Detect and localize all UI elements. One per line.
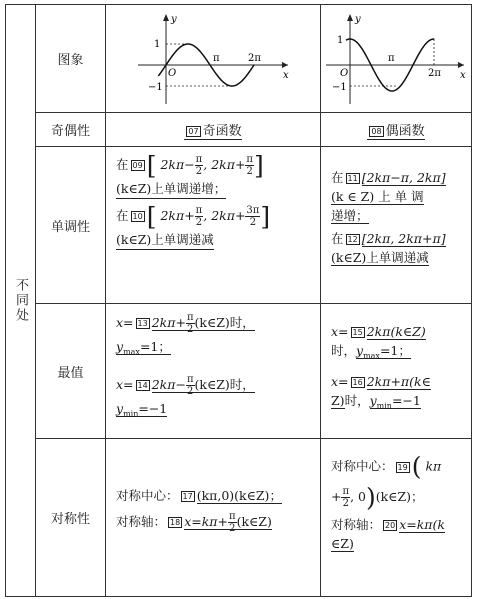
fraction-pi-over-2: $\frac{\pi}{2}$ bbox=[342, 486, 350, 509]
sine-one-tick: 1 bbox=[154, 39, 161, 50]
sine-x-label: x bbox=[283, 70, 289, 81]
cosine-neg-one-tick: −1 bbox=[332, 82, 347, 93]
cos-center-plus: + bbox=[331, 489, 342, 504]
cos-monotonicity bbox=[331, 168, 467, 267]
sine-origin: O bbox=[168, 68, 177, 79]
max-x-eq: x= bbox=[116, 315, 134, 330]
min-post: (k∈Z)时， bbox=[194, 376, 255, 392]
blank-number-15: 15 bbox=[352, 328, 363, 337]
row-label-monotonicity: 单调性 bbox=[50, 219, 90, 235]
col-divider-2 bbox=[105, 4, 106, 597]
max-value: =1； bbox=[379, 343, 411, 358]
cos-center-zero: , 0 bbox=[350, 489, 366, 504]
cosine-one-tick: 1 bbox=[337, 35, 344, 46]
cos-parity-text: 偶函数 bbox=[385, 123, 425, 139]
sin-extremum bbox=[116, 312, 316, 423]
min-subscript: min bbox=[123, 409, 139, 418]
cos-parity bbox=[321, 113, 471, 146]
cos-min-expr: 2kπ+π(k∈ bbox=[366, 373, 431, 389]
fraction-pi-over-2: $\frac{\pi}{2}$ bbox=[186, 312, 194, 335]
row-label-graph: 图象 bbox=[57, 53, 84, 68]
cos-axis-z: ∈Z) bbox=[331, 536, 354, 551]
blank-number-11: 11 bbox=[347, 174, 358, 183]
cosine-origin: O bbox=[340, 68, 349, 79]
bracket-close: ] bbox=[260, 201, 271, 231]
bracket-close: ] bbox=[254, 150, 264, 180]
center-label: 对称中心： bbox=[116, 488, 179, 503]
fraction-pi-over-2: $\frac{\pi}{2}$ bbox=[186, 373, 194, 397]
cos-symmetry bbox=[331, 452, 467, 553]
blank-number-16: 16 bbox=[352, 377, 363, 387]
sine-y-label: y bbox=[171, 14, 177, 25]
max-expr: 2kπ+ bbox=[151, 315, 186, 330]
bottom-border bbox=[5, 596, 472, 597]
cos-extremum bbox=[331, 322, 467, 415]
max-post: (k∈Z)时， bbox=[194, 315, 255, 330]
text-zai: 在 bbox=[331, 231, 344, 246]
paren-open: ( bbox=[411, 452, 422, 481]
sine-pi-tick: π bbox=[213, 53, 220, 64]
sin-center-value: (kπ,0)(k∈Z)； bbox=[196, 488, 282, 503]
cosine-x-label: x bbox=[460, 70, 466, 81]
row-label-extremum: 最值 bbox=[57, 365, 84, 381]
fraction-pi-over-2: $\frac{\pi}{2}$ bbox=[229, 511, 236, 534]
blank-number-14: 14 bbox=[137, 380, 148, 390]
sin-axis-post: (k∈Z) bbox=[236, 514, 272, 529]
row-label-symmetry: 对称性 bbox=[50, 512, 90, 527]
cos-min-when: 时， bbox=[344, 392, 370, 408]
sin-dec-suffix: (k∈Z)上单调递减 bbox=[116, 230, 214, 250]
axis-label: 对称轴： bbox=[331, 517, 382, 532]
y-max-symbol: y bbox=[116, 339, 124, 354]
cosine-graph bbox=[322, 8, 470, 108]
min-value: =−1 bbox=[391, 392, 421, 408]
cos-max-expr: 2kπ(k∈Z) bbox=[366, 324, 426, 339]
center-label: 对称中心： bbox=[331, 458, 394, 474]
sin-monotonicity bbox=[116, 150, 316, 250]
cos-inc-interval: [2kπ−π, 2kπ] bbox=[361, 170, 446, 185]
sine-neg-one-tick: −1 bbox=[148, 82, 163, 93]
text-zai: 在 bbox=[116, 208, 129, 223]
sin-inc-suffix: (k∈Z)上单调递增； bbox=[116, 179, 226, 199]
min-subscript: min bbox=[376, 401, 392, 410]
dec-right-expr: , 2kπ+ bbox=[203, 208, 246, 223]
sine-two-pi-tick: 2π bbox=[248, 53, 261, 64]
sine-graph bbox=[108, 8, 318, 108]
y-min-symbol: y bbox=[369, 392, 377, 408]
fraction-pi-over-2: $\frac{\pi}{2}$ bbox=[195, 154, 203, 177]
max-x-eq: x= bbox=[331, 324, 349, 339]
max-value: =1； bbox=[139, 339, 171, 354]
blank-number-18: 18 bbox=[170, 518, 181, 527]
cos-center-k: (k∈Z)； bbox=[375, 489, 424, 504]
text-zai: 在 bbox=[331, 170, 344, 185]
inc-right-expr: , 2kπ+ bbox=[203, 157, 246, 172]
bracket-open: [ bbox=[146, 201, 157, 231]
blank-number-10: 10 bbox=[132, 212, 143, 221]
cos-max-when: 时， bbox=[331, 343, 357, 358]
fraction-pi-over-2: $\frac{\pi}{2}$ bbox=[195, 205, 203, 228]
cos-axis-expr: x=kπ(k bbox=[399, 517, 445, 532]
y-min-symbol: y bbox=[116, 400, 124, 416]
col-divider-3 bbox=[320, 4, 321, 597]
min-x-eq: x= bbox=[116, 376, 134, 392]
sin-parity-text: 奇函数 bbox=[202, 123, 242, 139]
cos-dec-interval: [2kπ, 2kπ+π] bbox=[361, 231, 446, 246]
blank-number-08: 08 bbox=[371, 126, 382, 136]
fraction-3pi-over-2: $\frac{3\pi}{2}$ bbox=[246, 205, 260, 228]
right-border bbox=[471, 4, 472, 597]
sin-parity bbox=[106, 113, 320, 146]
text-zai: 在 bbox=[116, 157, 129, 172]
axis-label: 对称轴： bbox=[116, 514, 167, 529]
row-label-parity: 奇偶性 bbox=[50, 124, 90, 139]
max-subscript: max bbox=[123, 347, 140, 357]
blank-number-09: 09 bbox=[132, 161, 143, 170]
cosine-y-label: y bbox=[355, 14, 361, 25]
paren-close: ) bbox=[365, 482, 376, 512]
cos-center-kpi: kπ bbox=[425, 458, 442, 474]
min-expr: 2kπ− bbox=[151, 376, 186, 392]
dec-left-expr: 2kπ+ bbox=[160, 208, 195, 223]
cosine-two-pi-tick: 2π bbox=[428, 68, 441, 79]
blank-number-12: 12 bbox=[347, 235, 358, 244]
max-subscript: max bbox=[363, 351, 380, 361]
y-max-symbol: y bbox=[356, 343, 364, 358]
blank-number-17: 17 bbox=[182, 492, 193, 501]
cos-inc-suffix-2: 递增； bbox=[331, 208, 369, 223]
fraction-pi-over-2: $\frac{\pi}{2}$ bbox=[246, 154, 253, 177]
cos-inc-suffix: (k ∈ Z) 上 单 调 bbox=[331, 189, 424, 204]
min-x-eq: x= bbox=[331, 373, 349, 389]
blank-number-13: 13 bbox=[137, 319, 148, 328]
blank-number-19: 19 bbox=[397, 462, 408, 472]
sin-symmetry bbox=[116, 486, 318, 534]
inc-left-expr: 2kπ− bbox=[160, 157, 195, 172]
min-value: =−1 bbox=[138, 400, 168, 416]
sin-axis-expr: x=kπ+ bbox=[184, 514, 228, 529]
diff-section-label: 不同处 bbox=[13, 277, 28, 323]
bracket-open: [ bbox=[146, 150, 157, 180]
blank-number-20: 20 bbox=[385, 521, 396, 530]
cosine-pi-tick: π bbox=[388, 53, 395, 64]
blank-number-07: 07 bbox=[188, 126, 199, 136]
cos-dec-suffix: (k∈Z)上单调递减 bbox=[331, 250, 429, 265]
cos-min-z: Z) bbox=[331, 392, 345, 408]
